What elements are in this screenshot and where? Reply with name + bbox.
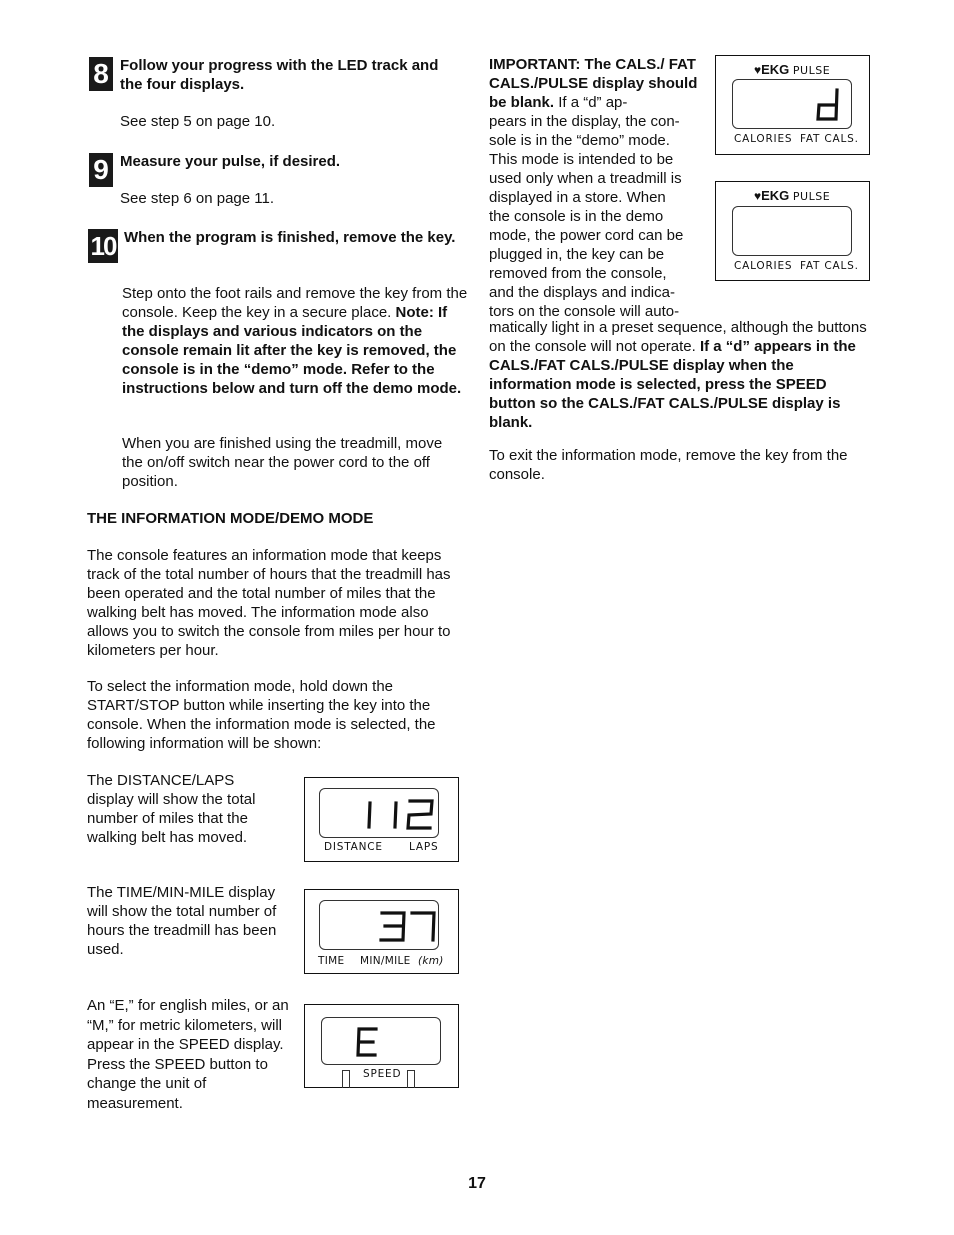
important-line-0: If a “d” ap- xyxy=(554,94,628,111)
pulse-label: PULSE xyxy=(792,190,831,203)
demo-continuation-bold: If a “d” appears in the CALS./FAT CALS./PULSE display when the information mode is selected, press the SPEED button so the CALS./FAT CALS./PULSE display is blank. xyxy=(489,338,856,431)
speed-lcd-digits xyxy=(322,1018,440,1064)
pulse-demo-lcd-screen xyxy=(732,79,852,129)
fat-cals-label: FAT CALS. xyxy=(800,133,859,145)
pulse-label: PULSE xyxy=(792,64,831,77)
heart-icon: ♥ xyxy=(754,63,762,77)
important-line-10: and the displays and indica- xyxy=(489,284,675,301)
section-title: THE INFORMATION MODE/DEMO MODE xyxy=(87,510,374,527)
page-number: 17 xyxy=(468,1175,486,1192)
demo-continuation-paragraph xyxy=(489,318,869,432)
distance-laps-display xyxy=(304,777,459,862)
km-label: (km) xyxy=(418,955,444,967)
ekg-pulse-header xyxy=(754,62,830,77)
step-9-text: See step 6 on page 11. xyxy=(120,190,275,207)
distance-description: The DISTANCE/LAPS display will show the total number of miles that the walking belt has moved. xyxy=(87,772,256,846)
important-line-5: displayed in a store. When xyxy=(489,189,666,206)
important-line-2: sole is in the “demo” mode. xyxy=(489,132,670,149)
important-line-3: This mode is intended to be xyxy=(489,151,674,168)
step-8-heading: Follow your progress with the LED track and the four displays. xyxy=(120,57,439,93)
ekg-pulse-header-2 xyxy=(754,188,830,203)
pulse-display-blank xyxy=(715,181,870,281)
heart-icon: ♥ xyxy=(754,189,762,203)
distance-label: DISTANCE xyxy=(324,841,383,853)
pulse-blank-lcd-screen xyxy=(732,206,852,256)
time-min-mile-display xyxy=(304,889,459,974)
ekg-brand: EKG xyxy=(761,188,790,203)
step-10-para1-plain: Step onto the foot rails and remove the key from the console. Keep the key in a secure place. xyxy=(122,285,468,321)
step-number-8: 8 xyxy=(89,57,113,91)
fat-cals-label: FAT CALS. xyxy=(800,260,859,272)
info-paragraph-1: The console features an information mode that keeps track of the total number of hours that the treadmill has been operated and the total number of miles that the walking belt has moved. The information mode also allows you to switch the console from miles per hour to kilometers per hour. xyxy=(87,547,451,659)
important-line-11: tors on the console will auto- xyxy=(489,303,680,320)
speed-description: An “E,” for english miles, or an “M,” for metric kilometers, will appear in the SPEED display. Press the SPEED button to change the unit of measurement. xyxy=(87,997,289,1112)
speed-label: SPEED xyxy=(363,1068,402,1080)
step-number-9: 9 xyxy=(89,153,113,187)
step-10-heading: When the program is finished, remove the key. xyxy=(124,229,456,246)
important-line-6: the console is in the demo xyxy=(489,208,664,225)
exit-info-mode-text: To exit the information mode, remove the key from the console. xyxy=(489,447,848,483)
important-bold: IMPORTANT: The CALS./ FAT CALS./PULSE display should be blank. xyxy=(489,56,698,111)
demo-continuation-plain: matically light in a preset sequence, although the buttons on the console will not operate. xyxy=(489,319,867,355)
laps-label: LAPS xyxy=(409,841,439,853)
speed-display xyxy=(304,1004,459,1088)
important-line-4: used only when a treadmill is xyxy=(489,170,682,187)
step-9-heading: Measure your pulse, if desired. xyxy=(120,153,341,170)
min-mile-label: MIN/MILE xyxy=(360,955,411,967)
speed-left-bracket-icon xyxy=(342,1070,350,1088)
calories-label: CALORIES xyxy=(734,260,793,272)
ekg-brand: EKG xyxy=(761,62,790,77)
speed-lcd-screen xyxy=(321,1017,441,1065)
time-lcd-digits xyxy=(320,901,438,949)
step-8-text: See step 5 on page 10. xyxy=(120,113,276,130)
important-line-8: plugged in, the key can be xyxy=(489,246,665,263)
speed-right-bracket-icon xyxy=(407,1070,415,1088)
calories-label: CALORIES xyxy=(734,133,793,145)
pulse-display-demo xyxy=(715,55,870,155)
important-line-7: mode, the power cord can be xyxy=(489,227,684,244)
time-label: TIME xyxy=(318,955,345,967)
step-number-10: 10 xyxy=(88,229,118,263)
time-description: The TIME/MIN-MILE display will show the total number of hours the treadmill has been used. xyxy=(87,884,277,958)
info-paragraph-2: To select the information mode, hold down the START/STOP button while inserting the key into the console. When the information mode is selected, the following information will be shown: xyxy=(87,678,436,752)
important-line-9: removed from the console, xyxy=(489,265,667,282)
time-lcd-screen xyxy=(319,900,439,950)
important-paragraph xyxy=(489,55,699,321)
pulse-demo-lcd-digits xyxy=(733,80,851,128)
distance-lcd-digits xyxy=(320,789,438,837)
distance-lcd-screen xyxy=(319,788,439,838)
step-10-paragraph-1 xyxy=(122,284,470,398)
important-line-1: pears in the display, the con- xyxy=(489,113,680,130)
step-10-note: Note: If the displays and various indicators on the console remain lit after the key is removed, the console is in the “demo” mode. Refer to the instructions below and turn off the demo mode. xyxy=(122,304,462,397)
step-10-paragraph-2: When you are finished using the treadmill, move the on/off switch near the power cord to the off position. xyxy=(122,435,443,490)
